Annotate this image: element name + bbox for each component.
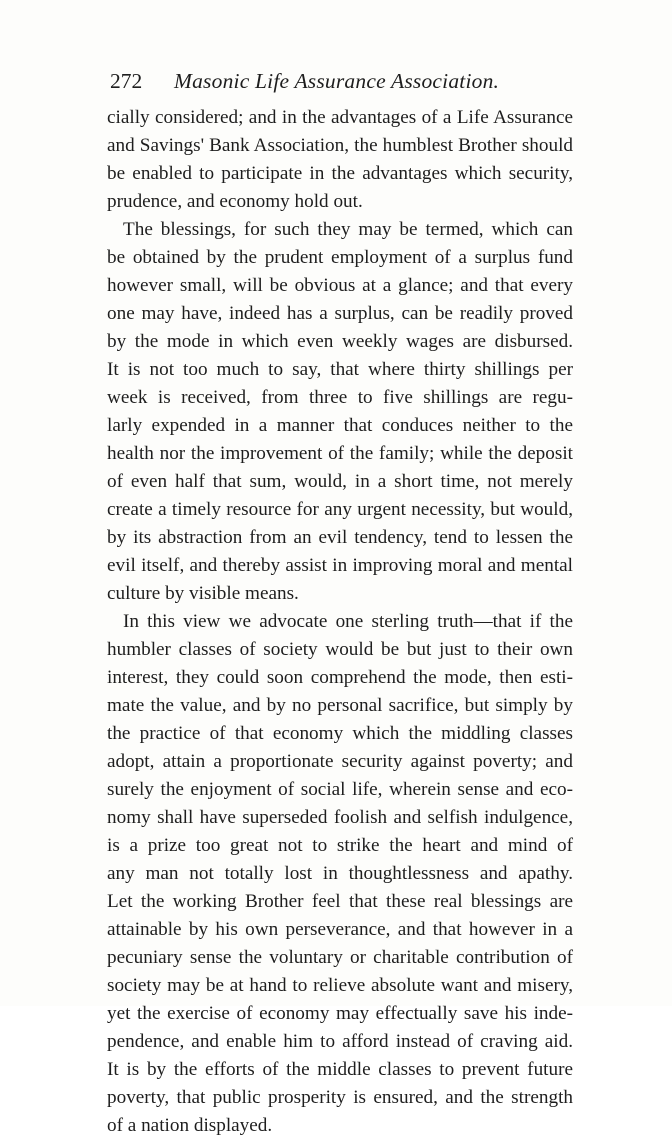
text-line: is a prize too great not to strike the heart and mind of	[107, 835, 573, 856]
text-line: and Savings' Bank Association, the humblest Brother should	[107, 135, 573, 156]
text-line: of a nation displayed.	[107, 1115, 273, 1136]
running-head	[110, 66, 580, 96]
text-line: be obtained by the prudent employment of a surplus fund	[107, 247, 573, 268]
text-line: attainable by his own perseverance, and that however in a	[107, 919, 573, 940]
text-line: create a timely resource for any urgent necessity, but would,	[107, 499, 573, 520]
paragraph-first-line: In this view we advocate one sterling truth—that if the	[123, 611, 573, 632]
text-line: humbler classes of society would be but just to their own	[107, 639, 573, 660]
text-line: pendence, and enable him to afford instead of craving aid.	[107, 1031, 573, 1052]
running-title: Masonic Life Assurance Association.	[174, 69, 500, 93]
text-line: any man not totally lost in thoughtlessness and apathy.	[107, 863, 573, 884]
text-line: by the mode in which even weekly wages are disbursed.	[107, 331, 573, 352]
text-line: surely the enjoyment of social life, wherein sense and eco-	[107, 779, 573, 800]
text-line: adopt, attain a proportionate security against poverty; and	[107, 751, 573, 772]
text-line: Let the working Brother feel that these real blessings are	[107, 891, 573, 912]
text-line: It is not too much to say, that where thirty shillings per	[107, 359, 573, 380]
text-line: culture by visible means.	[107, 583, 299, 604]
body-text	[107, 104, 573, 1140]
text-line: the practice of that economy which the middling classes	[107, 723, 573, 744]
paragraph-first-line: The blessings, for such they may be termed, which can	[123, 219, 573, 240]
text-line: health nor the improvement of the family; while the deposit	[107, 443, 573, 464]
text-line: by its abstraction from an evil tendency, tend to lessen the	[107, 527, 573, 548]
page-number: 272	[110, 69, 143, 93]
text-line: evil itself, and thereby assist in improving moral and mental	[107, 555, 573, 576]
text-line: interest, they could soon comprehend the mode, then esti-	[107, 667, 573, 688]
text-line: week is received, from three to five shillings are regu-	[107, 387, 573, 408]
text-line: pecuniary sense the voluntary or charitable contribution of	[107, 947, 573, 968]
text-line: however small, will be obvious at a glance; and that every	[107, 275, 573, 296]
text-line: larly expended in a manner that conduces neither to the	[107, 415, 573, 436]
text-line: cially considered; and in the advantages of a Life Assurance	[107, 107, 573, 128]
text-line: society may be at hand to relieve absolute want and misery,	[107, 975, 573, 996]
text-line: one may have, indeed has a surplus, can be readily proved	[107, 303, 573, 324]
text-line: mate the value, and by no personal sacrifice, but simply by	[107, 695, 573, 716]
text-line: nomy shall have superseded foolish and selfish indulgence,	[107, 807, 573, 828]
text-line: prudence, and economy hold out.	[107, 191, 363, 212]
text-line: of even half that sum, would, in a short time, not merely	[107, 471, 573, 492]
text-line: It is by the efforts of the middle classes to prevent future	[107, 1059, 573, 1080]
text-line: be enabled to participate in the advantages which security,	[107, 163, 573, 184]
text-line: poverty, that public prosperity is ensured, and the strength	[107, 1087, 573, 1108]
text-line: yet the exercise of economy may effectually save his inde-	[107, 1003, 573, 1024]
